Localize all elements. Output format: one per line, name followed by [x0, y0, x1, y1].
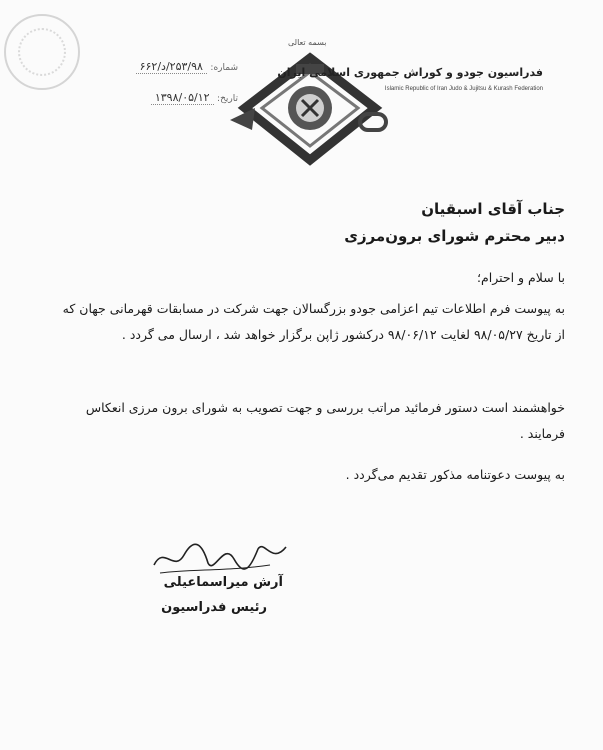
handwritten-signature — [150, 535, 290, 580]
faded-seal-stamp — [4, 14, 80, 90]
signatory-title: رئیس فدراسیون — [161, 600, 267, 615]
signatory-name: آرش میراسماعیلی — [163, 575, 283, 590]
letter-date-label: تاریخ: — [217, 94, 238, 104]
greeting: با سلام و احترام؛ — [477, 270, 565, 285]
recipient-title: دبیر محترم شورای برون‌مرزی — [344, 227, 565, 245]
letter-date: ۱۳۹۸/۰۵/۱۲ — [151, 91, 214, 105]
federation-name: فدراسیون جودو و کوراش جمهوری اسلامی ایران — [277, 66, 543, 79]
body-paragraph-2: خواهشمند است دستور فرمائید مراتب بررسی و جهت تصویب به شورای برون مرزی انعکاس فرمایند . — [85, 400, 565, 441]
federation-name-english: Islamic Republic of Iran Judo & Jujitsu & Kurash Federation — [384, 86, 543, 92]
body-paragraph-1: به پیوست فرم اطلاعات تیم اعزامی جودو بزرگسالان جهت شرکت در مسابقات قهرمانی جهان که از تاریخ ۹۸/۰۵/۲۷ لغایت ۹۸/۰۶/۱۲ درکشور ژاپن برگزار خواهد شد ، ارسال می گردد . — [62, 301, 565, 342]
letter-number-label: شماره: — [210, 63, 238, 73]
body-paragraph-3: به پیوست دعوتنامه مذکور تقدیم می‌گردد . — [345, 467, 565, 482]
recipient-name: جناب آقای اسبقیان — [421, 200, 565, 218]
emblem-caption: بسمه تعالی — [288, 38, 327, 47]
letter-number: ۲۵۳/۹۸/د/۶۶۲ — [136, 60, 207, 74]
